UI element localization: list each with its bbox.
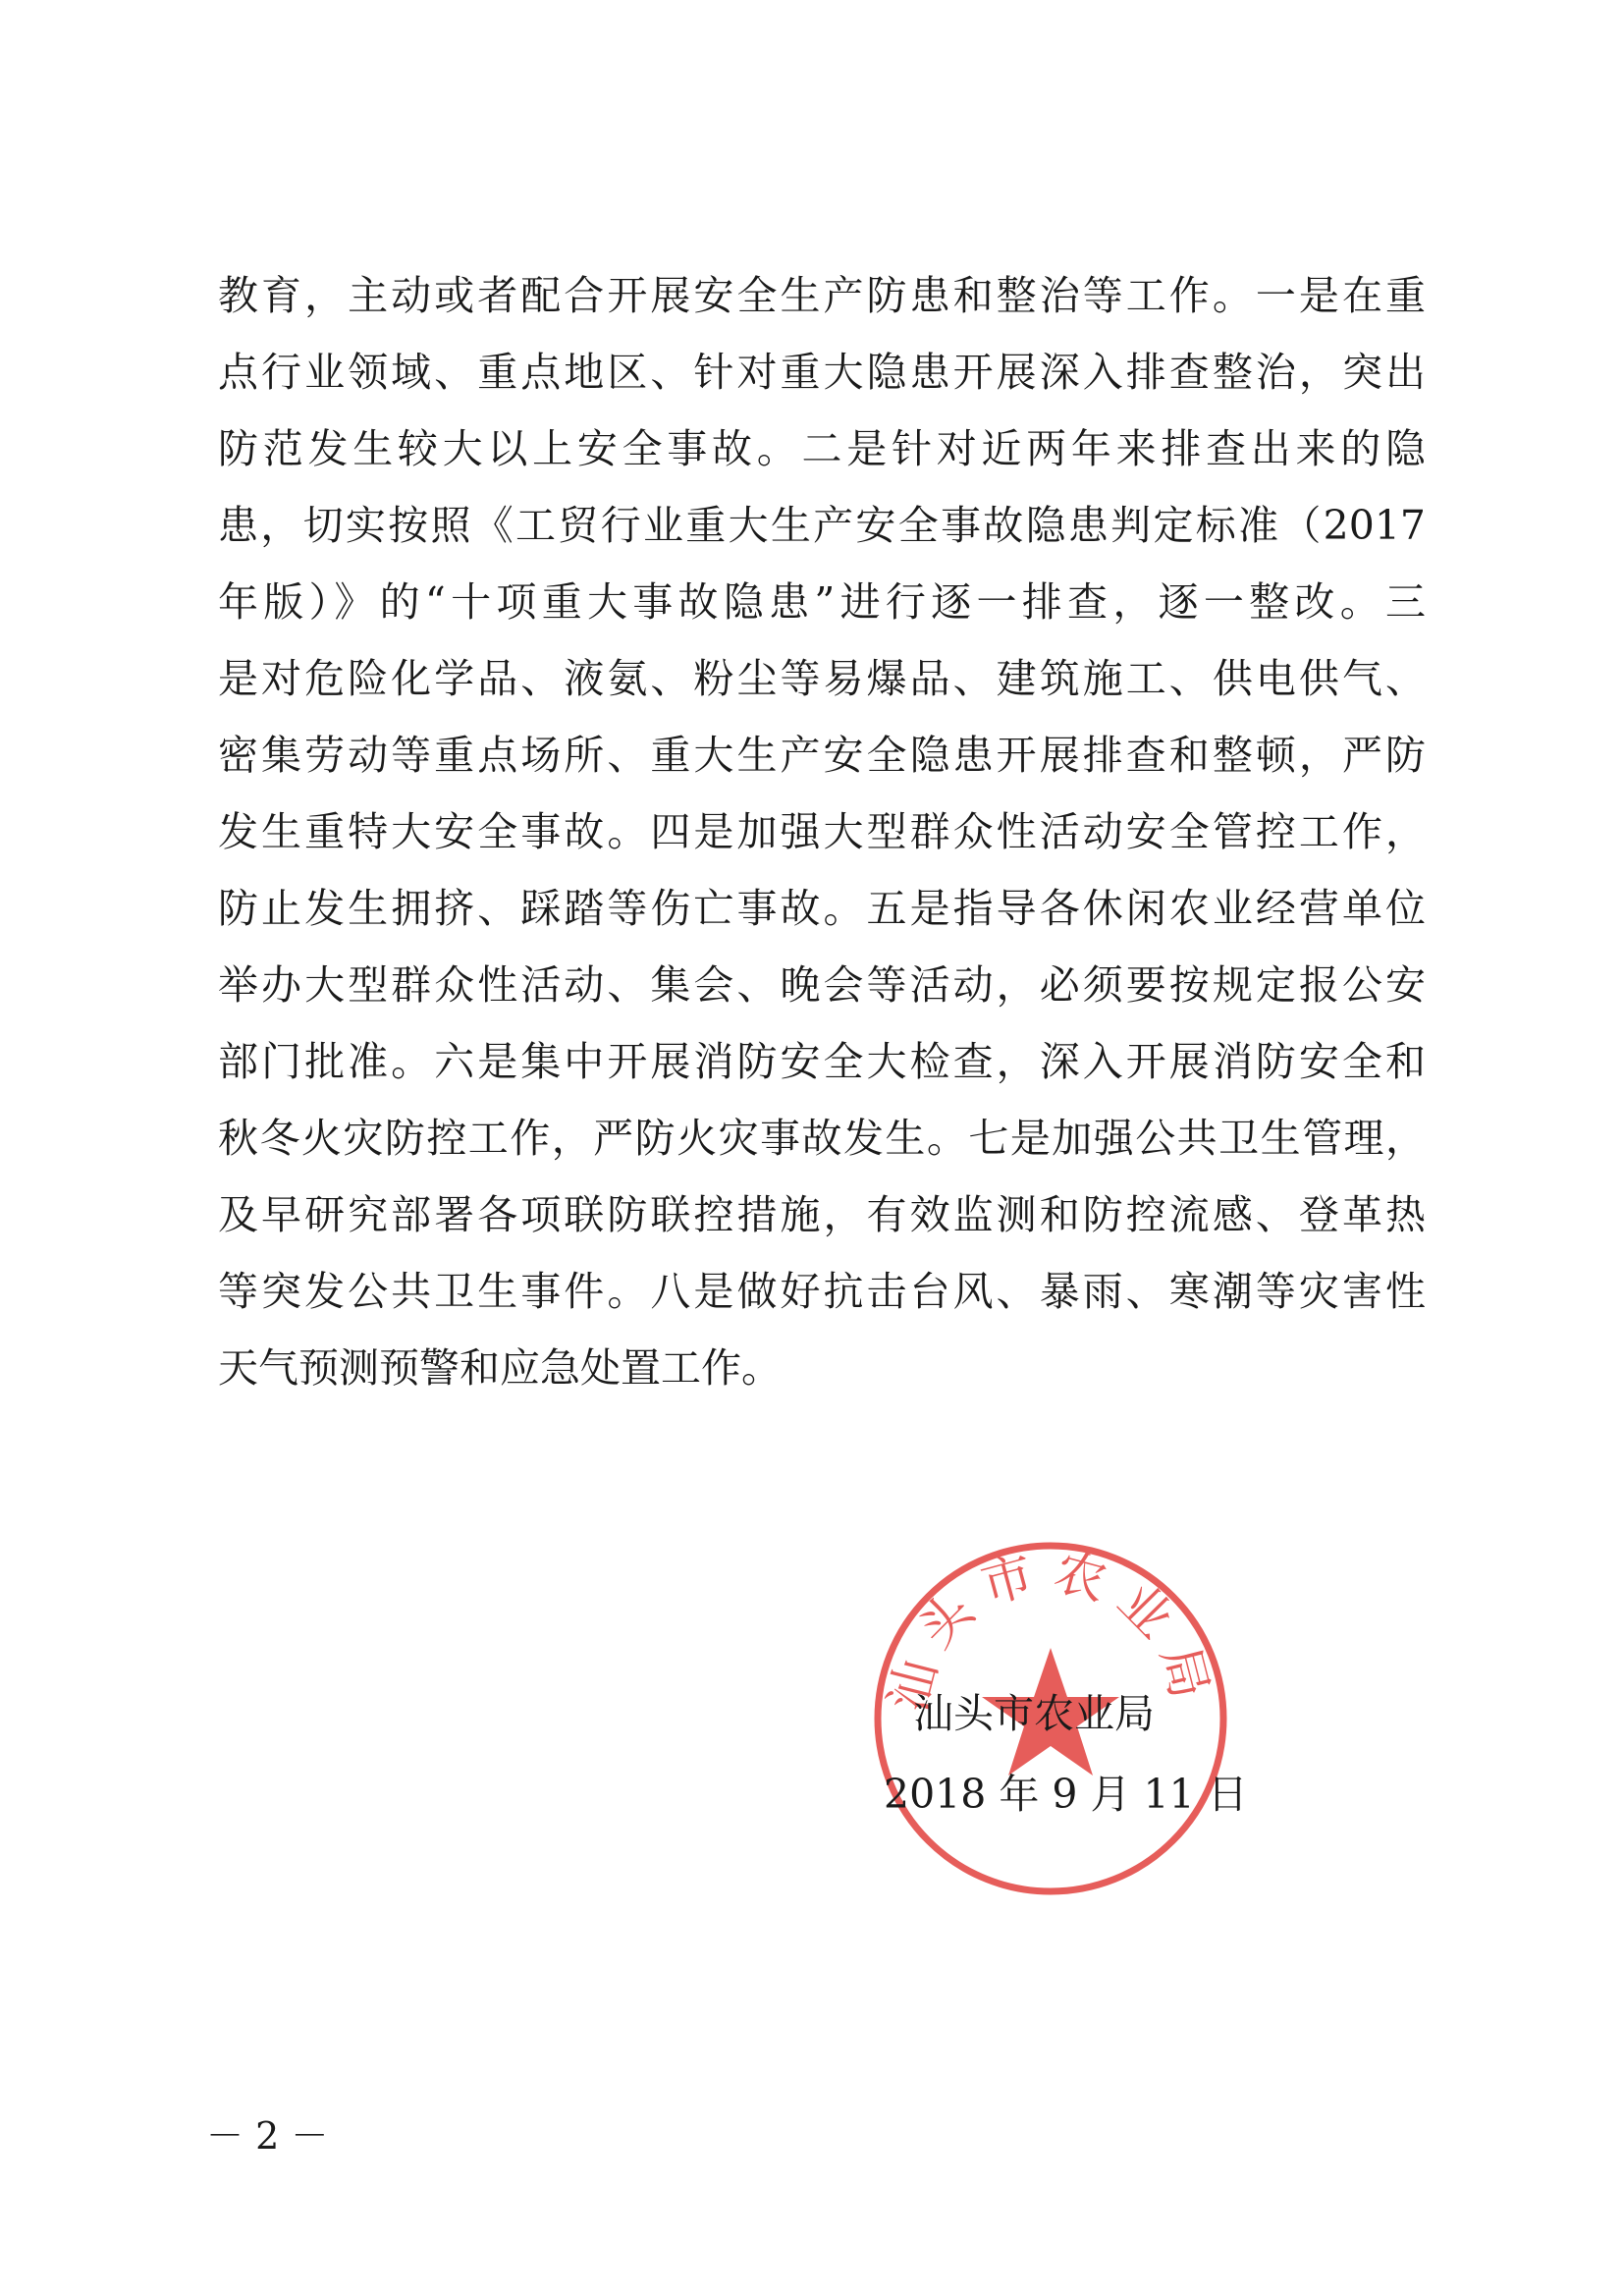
- issuer-name: 汕头市农业局: [913, 1690, 1155, 1737]
- body-line: 部门批准。六是集中开展消防安全大检查，深入开展消防安全和: [218, 1038, 1426, 1085]
- body-line: 防止发生拥挤、踩踏等伤亡事故。五是指导各休闲农业经营单位: [218, 885, 1426, 932]
- body-line: 举办大型群众性活动、集会、晚会等活动，必须要按规定报公安: [218, 961, 1426, 1009]
- body-line: 及早研究部署各项联防联控措施，有效监测和防控流感、登革热: [218, 1191, 1426, 1238]
- page-number: － 2 －: [206, 2114, 329, 2158]
- body-line: 点行业领域、重点地区、针对重大隐患开展深入排查整治，突出: [218, 349, 1426, 396]
- seal-text: 汕头市农业局: [879, 1542, 1222, 1719]
- body-line: 发生重特大安全事故。四是加强大型群众性活动安全管控工作，: [218, 808, 1426, 855]
- body-line: 等突发公共卫生事件。八是做好抗击台风、暴雨、寒潮等灾害性: [218, 1268, 1426, 1315]
- body-line: 教育，主动或者配合开展安全生产防患和整治等工作。一是在重: [218, 272, 1426, 319]
- issue-date: 2018 年 9 月 11 日: [884, 1771, 1248, 1818]
- body-line: 密集劳动等重点场所、重大生产安全隐患开展排查和整顿，严防: [218, 732, 1426, 779]
- body-line: 防范发生较大以上安全事故。二是针对近两年来排查出来的隐: [218, 425, 1426, 472]
- body-line: 秋冬火灾防控工作，严防火灾事故发生。七是加强公共卫生管理，: [218, 1115, 1426, 1162]
- body-paragraph: [218, 257, 1426, 1406]
- body-line: 是对危险化学品、液氨、粉尘等易爆品、建筑施工、供电供气、: [218, 655, 1426, 702]
- body-line: 患，切实按照《工贸行业重大生产安全事故隐患判定标准（2017: [218, 502, 1426, 549]
- body-line: 年版）》的“十项重大事故隐患”进行逐一排查，逐一整改。三: [218, 578, 1426, 626]
- body-line-last: 天气预测预警和应急处置工作。: [218, 1344, 782, 1392]
